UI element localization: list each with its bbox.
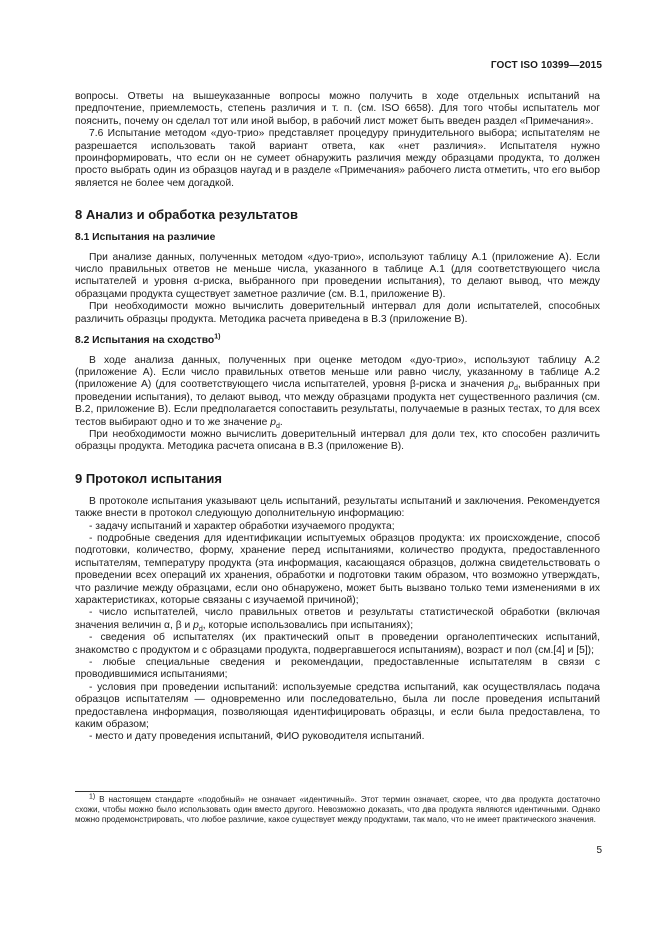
page-content [75,91,600,744]
symbol-sub-d: d [276,422,280,430]
paragraph-7-6: 7.6 Испытание методом «дуо-трио» представляет процедуру принудительного выбора; испытателям не разрешается использовать такой вариант ответа, как «нет различия». Испытателя нужно проинформировать, что если он не сумеет обнаружить различия между образцами продукта, то должен просто выбрать один из образцов наугад и в разделе «Примечания» рабочего листа отметить, что его выбор является не более чем догадкой. [75,128,600,189]
section-8-1-paragraph-1: При анализе данных, полученных методом «дуо-трио», используют таблицу А.1 (приложение А). Если число правильных ответов не меньше числа, указанного в таблице А.1 (для соответствующего числа испытателей и уровня α-риска, выбранного при проведении испытания), то делают вывод, что между образцами продукта существует заметное различие (см. В.1, приложение В). [75,251,600,300]
footnote-ref[interactable]: 1) [214,333,221,341]
text-run: - число испытателей, число правильных ответов и результаты статистической обработки (включая значения величин α, β и [75,607,600,631]
footnote-marker: 1) [89,793,96,801]
symbol-sub-d: d [513,385,518,393]
footnote-text [75,795,600,826]
symbol-sub-d: d [198,625,203,633]
paragraph-continuation: вопросы. Ответы на вышеуказанные вопросы можно получить в ходе отдельных испытаний на предпочтение, приемлемость, степень различия и т. п. (см. ISO 6658). Для того чтобы испытатель мог пояснить, почему он сделал тот или иной выбор, в рабочий лист может быть введен раздел «Примечания». [75,91,600,127]
footnote [75,795,600,826]
symbol-p: p [193,619,199,631]
section-8-1-paragraph-2: При необходимости можно вычислить доверительный интервал для доли испытателей, способных различить образцы продукта. Методика расчета приведена в В.3 (приложение В). [75,301,600,325]
list-item: - место и дату проведения испытаний, ФИО руководителя испытаний. [89,731,425,743]
list-item: - условия при проведении испытаний: используемые средства испытаний, как осуществлялась подача образцов испытателям — одновременно или последовательно, была ли после проведения испытаний предоставлена информация, позволяющая идентифицировать образцы, и если была предоставлена, то каким образом; [75,681,600,731]
section-8-2-paragraph-2: При необходимости можно вычислить доверительный интервал для доли тех, кто способен различить образцы продукта. Методика расчета описана в В.3 (приложение В). [75,428,600,453]
section-8-2-heading [75,335,600,347]
document-header-id: ГОСТ ISO 10399—2015 [490,60,602,71]
footnote-body: В настоящем стандарте «подобный» не означает «идентичный». Этот термин означает, скорее, что два продукта достаточно схожи, чтобы можно было использовать один вместо другого. Невозможно доказать, что два продукта являются идентичными. Однако можно продемонстрировать, что любое различие, какое существует между продуктами, так мало, что не имеет практического значения. [75,795,600,825]
text-run: , которые использовались при испытаниях); [202,619,414,631]
list-item: - задачу испытаний и характер обработки изучаемого продукта; [89,520,395,532]
symbol-p: p [270,416,276,428]
list-item [75,607,600,632]
footnote-divider [75,791,181,792]
list-item: - любые специальные сведения и рекомендации, предоставленные испытателям в связи с проводившимися испытаниями; [75,657,600,681]
section-8-2-title: 8.2 Испытания на сходство [75,335,215,347]
section-8-heading: 8 Анализ и обработка результатов [75,207,298,223]
section-9-intro: В протоколе испытания указывают цель испытаний, результаты испытаний и заключения. Рекомендуется также внести в протокол следующую дополнительную информацию: [75,495,600,520]
symbol-p: p [508,379,514,391]
text-run: , выбранных при проведении испытания), то делают вывод, что между образцами продукта нет существенного различия (см. В.2, приложение В). Если предполагается сопоставить результаты, получаемые в разных тестах, то для всех тестов выбирают одно и то же значение [75,379,600,428]
section-8-1-heading: 8.1 Испытания на различие [75,232,216,244]
section-9-heading: 9 Протокол испытания [75,470,222,486]
text-run: В ходе анализа данных, полученных при оценке методом «дуо-трио», используют таблицу А.2 (приложение А). Если число правильных ответов меньше или равно числу, указанному в таблице А.2 (приложение А) (для соответствующего числа испытателей, уровня β-риска и значения [75,354,600,391]
list-item: - подробные сведения для идентификации испытуемых образцов продукта: их происхождение, способ подготовки, количество, форму, хранение перед испытаниями, количество продукта, предоставленного испытателям, температуру продукта (эта информация, касающаяся образцов, должна свидетельствовать о проведении всех операций их хранения, обработки и подготовки таким образом, что возможно утверждать, что различие между образцами, если оно обнаружено, может быть вызвано только теми изменениями в их характеристиках, которые связаны с изучаемой причиной); [75,532,600,606]
list-item: - сведения об испытателях (их практический опыт в проведении органолептических испытаний, знакомство с продуктом и с образцами продукта, подвергавшегося испытаниям), возраст и пол (см.[4] и [5]); [75,632,600,656]
text-run: . [279,416,283,428]
section-8-2-paragraph-1 [75,355,600,429]
page-number: 5 [596,845,602,856]
